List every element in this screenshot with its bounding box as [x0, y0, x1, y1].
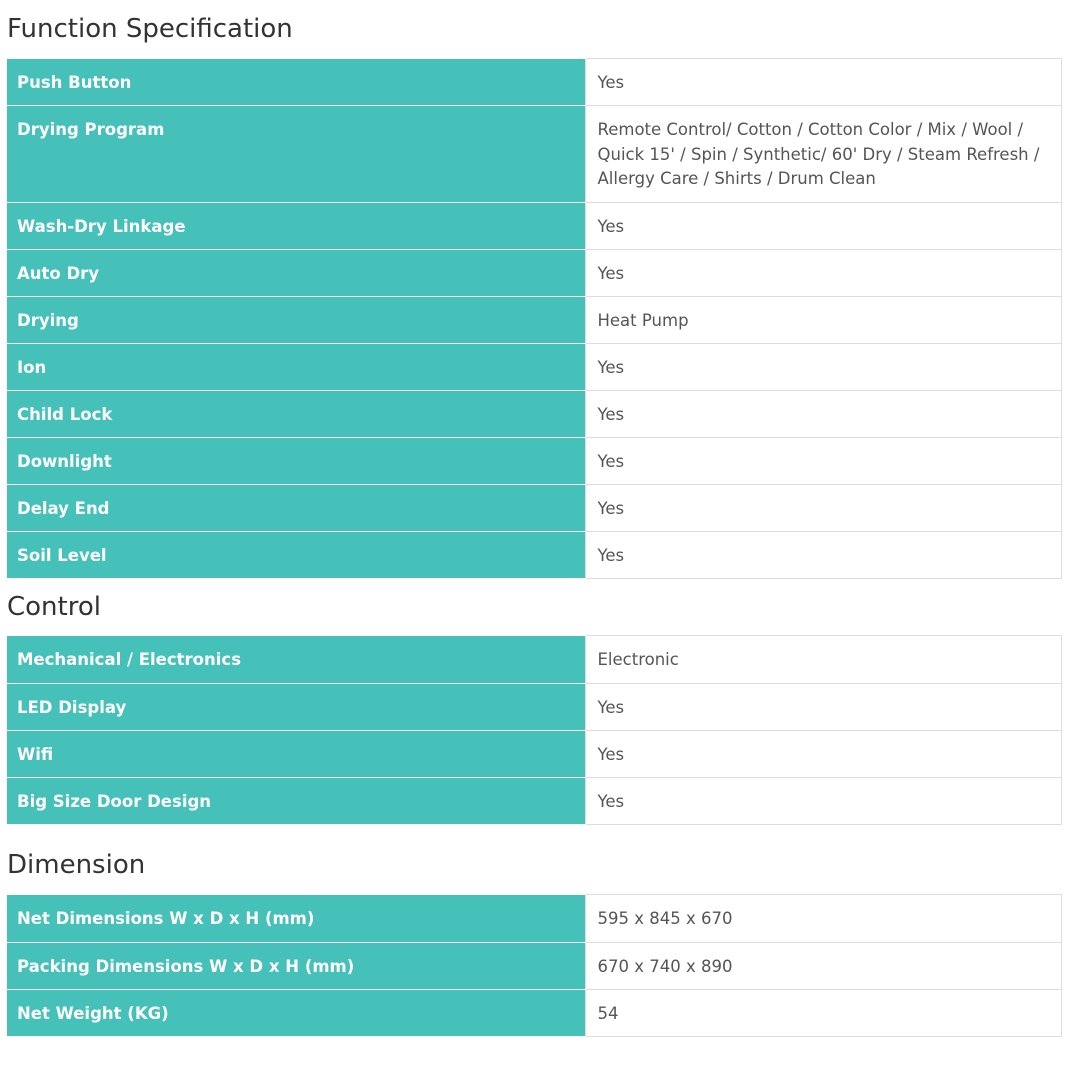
table-row: [7, 990, 1061, 1037]
spec-value: Heat Pump: [585, 297, 1061, 344]
dimension-table: [7, 894, 1062, 1037]
table-row: [7, 297, 1061, 344]
spec-value: Remote Control/ Cotton / Cotton Color / Mix / Wool / Quick 15' / Spin / Synthetic/ 60' Dry / Steam Refresh / Allergy Care / Shirts / Drum Clean: [585, 106, 1061, 203]
spec-label: Soil Level: [7, 532, 585, 579]
spec-value: 54: [585, 990, 1061, 1037]
spec-label: Delay End: [7, 485, 585, 532]
section-title-function-specification: Function Specification: [7, 14, 293, 44]
table-row: [7, 250, 1061, 297]
spec-label: LED Display: [7, 684, 585, 731]
table-row: [7, 59, 1061, 106]
spec-value: Yes: [585, 778, 1061, 825]
table-row: [7, 895, 1061, 943]
spec-value: Yes: [585, 731, 1061, 778]
spec-value: Yes: [585, 438, 1061, 485]
spec-value: 670 x 740 x 890: [585, 943, 1061, 990]
table-row: [7, 344, 1061, 391]
function-specification-table: [7, 58, 1062, 579]
table-row: [7, 943, 1061, 990]
table-row: [7, 391, 1061, 438]
spec-value: Yes: [585, 59, 1061, 106]
spec-label: Net Weight (KG): [7, 990, 585, 1037]
spec-label: Drying Program: [7, 106, 585, 203]
table-row: [7, 532, 1061, 579]
section-title-control: Control: [7, 592, 101, 622]
spec-value: Electronic: [585, 636, 1061, 684]
table-row: [7, 485, 1061, 532]
spec-label: Push Button: [7, 59, 585, 106]
spec-label: Ion: [7, 344, 585, 391]
spec-label: Packing Dimensions W x D x H (mm): [7, 943, 585, 990]
spec-label: Auto Dry: [7, 250, 585, 297]
spec-value: Yes: [585, 250, 1061, 297]
table-row: [7, 684, 1061, 731]
spec-value: 595 x 845 x 670: [585, 895, 1061, 943]
spec-label: Drying: [7, 297, 585, 344]
control-table: [7, 635, 1062, 825]
table-row: [7, 203, 1061, 250]
table-row: [7, 731, 1061, 778]
table-row: [7, 106, 1061, 203]
table-row: [7, 438, 1061, 485]
spec-value: Yes: [585, 344, 1061, 391]
spec-value: Yes: [585, 391, 1061, 438]
spec-label: Mechanical / Electronics: [7, 636, 585, 684]
spec-label: Wifi: [7, 731, 585, 778]
spec-label: Downlight: [7, 438, 585, 485]
spec-label: Net Dimensions W x D x H (mm): [7, 895, 585, 943]
table-row: [7, 778, 1061, 825]
table-row: [7, 636, 1061, 684]
spec-value: Yes: [585, 684, 1061, 731]
spec-value: Yes: [585, 485, 1061, 532]
spec-label: Big Size Door Design: [7, 778, 585, 825]
section-title-dimension: Dimension: [7, 850, 146, 880]
spec-label: Wash-Dry Linkage: [7, 203, 585, 250]
spec-label: Child Lock: [7, 391, 585, 438]
spec-value: Yes: [585, 532, 1061, 579]
spec-value: Yes: [585, 203, 1061, 250]
